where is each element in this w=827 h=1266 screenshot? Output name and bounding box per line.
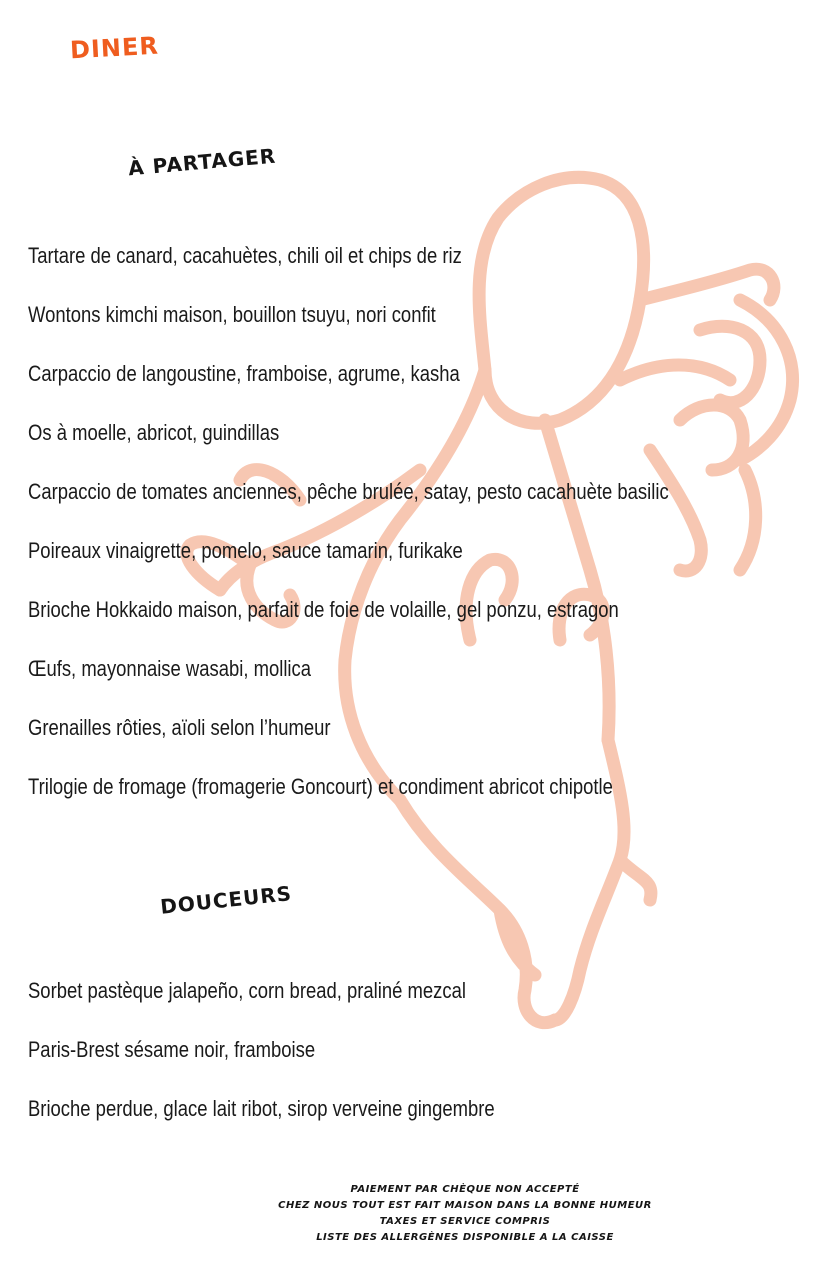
menu-item: Brioche Hokkaido maison, parfait de foie de volaille, gel ponzu, estragon — [28, 597, 619, 622]
footer-line-taxes: TAXES ET SERVICE COMPRIS — [379, 1216, 551, 1227]
menu-item: Carpaccio de langoustine, framboise, agrume, kasha — [28, 361, 460, 386]
menu-item: Os à moelle, abricot, guindillas — [28, 420, 280, 445]
footer-notes — [270, 1182, 660, 1246]
section-title-partager: À PARTAGER — [127, 143, 278, 181]
menu-item: Paris-Brest sésame noir, framboise — [28, 1037, 316, 1062]
menu-item: Trilogie de fromage (fromagerie Goncourt) et condiment abricot chipotle — [28, 774, 613, 799]
menu-item: Sorbet pastèque jalapeño, corn bread, praliné mezcal — [28, 978, 466, 1003]
menu-item: Tartare de canard, cacahuètes, chili oil et chips de riz — [28, 243, 462, 268]
menu-item: Wontons kimchi maison, bouillon tsuyu, nori confit — [28, 302, 436, 327]
section-title-douceurs: DOUCEURS — [159, 881, 294, 919]
menu-item: Grenailles rôties, aïoli selon l’humeur — [28, 715, 331, 740]
footer-line-allergens: LISTE DES ALLERGÈNES DISPONIBLE A LA CAISSE — [316, 1232, 614, 1243]
menu-title: DINER — [69, 31, 160, 65]
menu-item: Œufs, mayonnaise wasabi, mollica — [28, 656, 312, 681]
menu-item: Brioche perdue, glace lait ribot, sirop verveine gingembre — [28, 1096, 495, 1121]
menu-item: Carpaccio de tomates anciennes, pêche brulée, satay, pesto cacahuète basilic — [28, 479, 669, 504]
footer-line-homemade: CHEZ NOUS TOUT EST FAIT MAISON DANS LA BONNE HUMEUR — [278, 1200, 652, 1211]
menu-item: Poireaux vinaigrette, pomelo, sauce tamarin, furikake — [28, 538, 463, 563]
footer-line-payment: PAIEMENT PAR CHÈQUE NON ACCEPTÉ — [350, 1184, 580, 1195]
